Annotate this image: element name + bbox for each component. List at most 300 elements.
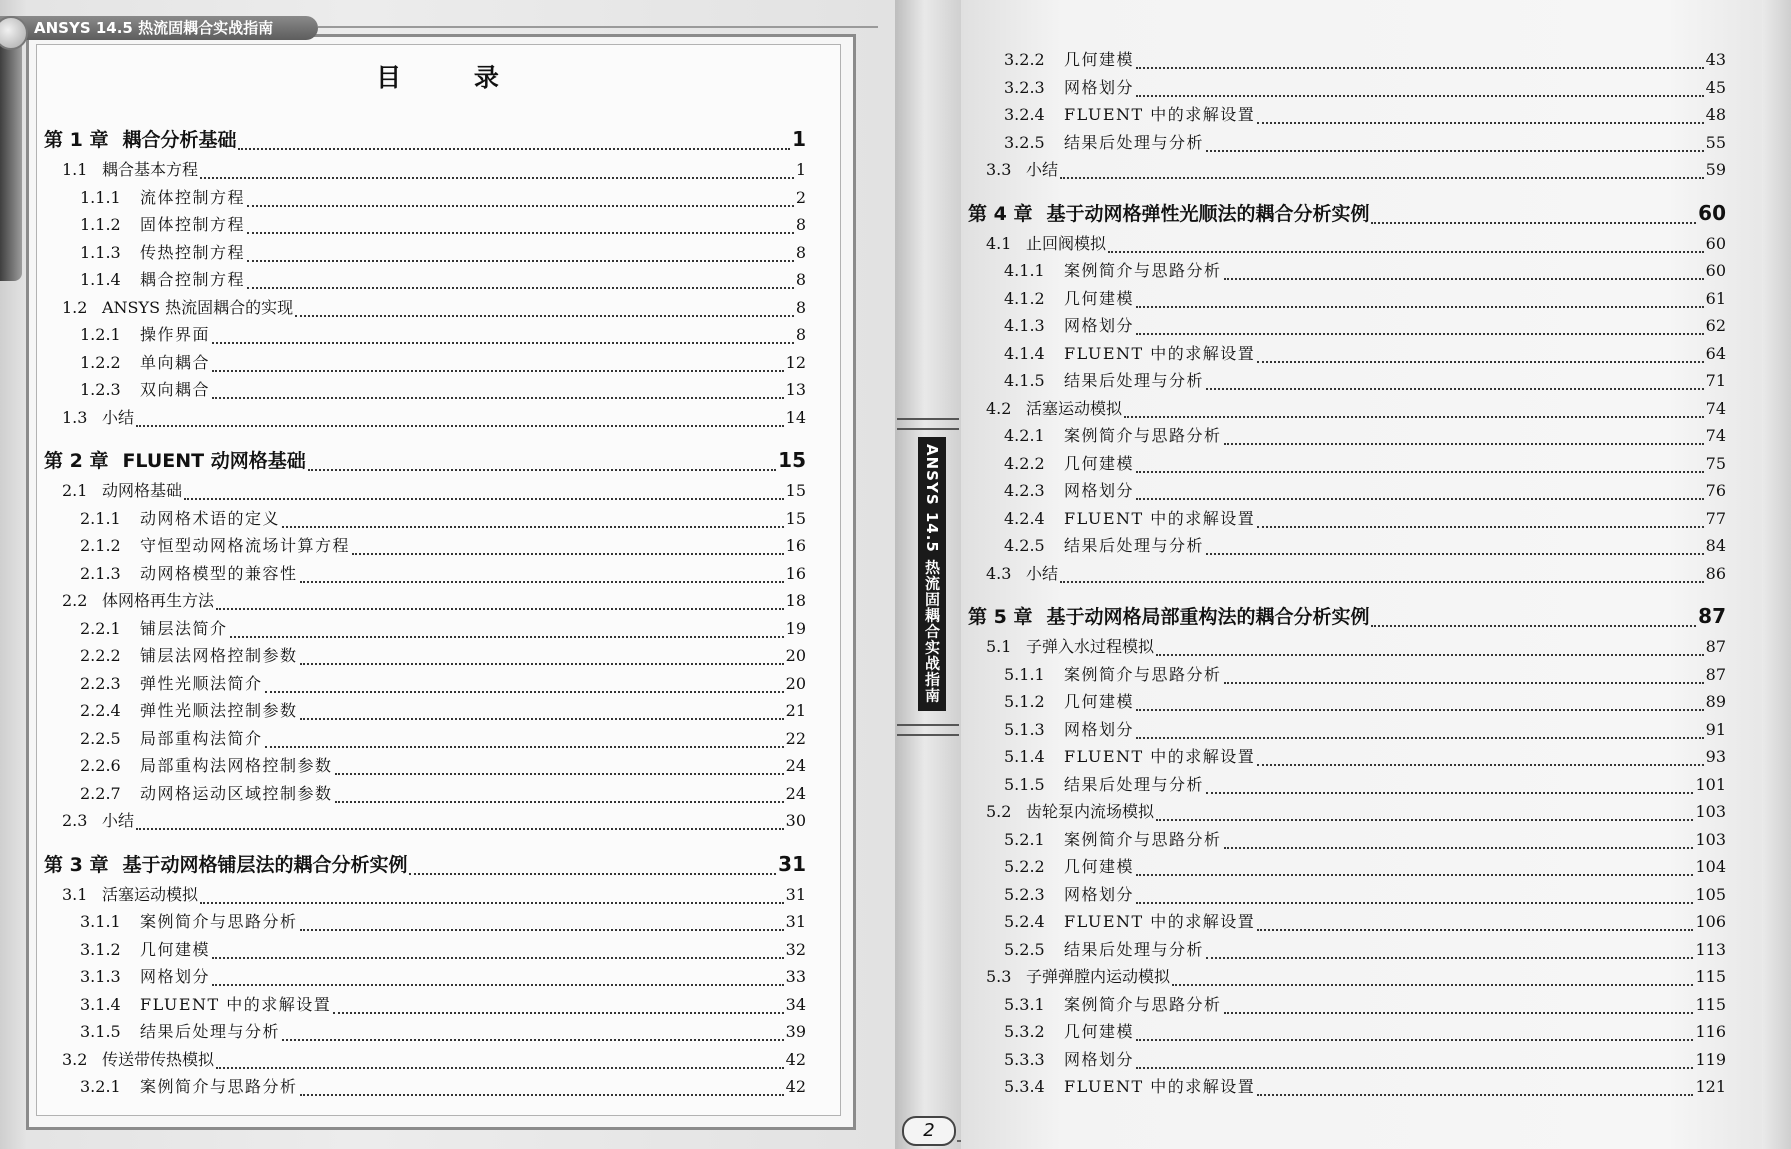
toc-entry-page: 12 <box>785 352 806 372</box>
page-number: 2 <box>902 1116 956 1146</box>
spine-label: ANSYS 14.5 热流固耦合实战指南 <box>918 437 946 711</box>
toc-entry <box>80 267 806 294</box>
gutter-rule-bottom <box>897 724 959 736</box>
toc-entry-title: 动网格术语的定义 <box>140 508 281 528</box>
toc-leader-dots <box>216 1058 784 1069</box>
toc-entry-page: 103 <box>1695 802 1726 821</box>
toc-leader-dots <box>212 948 784 959</box>
toc-entry <box>1004 1047 1726 1074</box>
toc-entry-number: 5.2 <box>986 802 1012 821</box>
toc-entry-number: 4.2.1 <box>1004 426 1045 445</box>
toc-entry-number: 5.3 <box>986 967 1012 986</box>
toc-entry-title: 耦合控制方程 <box>140 270 246 289</box>
toc-entry-title: 网格划分 <box>1064 481 1135 500</box>
toc-leader-dots <box>1224 1003 1694 1014</box>
toc-leader-dots <box>1060 168 1704 179</box>
toc-entry-page: 34 <box>785 994 806 1014</box>
toc-leader-dots <box>300 572 784 583</box>
toc-entry-page: 93 <box>1705 747 1726 766</box>
toc-entry-number: 5.3.2 <box>1004 1022 1045 1041</box>
toc-entry-number: 3.1.3 <box>80 967 121 986</box>
toc-entry <box>62 405 806 432</box>
toc-entry-number: 3.2.2 <box>1004 50 1045 69</box>
toc-entry-page: 48 <box>1705 105 1726 124</box>
toc-leader-dots <box>247 278 794 289</box>
toc-entry-page: 60 <box>1698 200 1726 225</box>
toc-entry <box>986 634 1726 661</box>
toc-entry-page: 18 <box>785 591 806 610</box>
toc-entry-number: 2.2.2 <box>80 646 121 665</box>
toc-entry <box>80 616 806 643</box>
toc-entry <box>80 506 806 533</box>
toc-entry-title: 动网格基础 <box>102 481 183 500</box>
toc-leader-dots <box>352 544 784 555</box>
toc-entry-number: 2.2 <box>62 591 88 610</box>
toc-leader-dots <box>1136 324 1704 335</box>
toc-leader-dots <box>1136 489 1704 500</box>
toc-entry-number: 2.2.3 <box>80 673 121 693</box>
toc-entry-page: 8 <box>795 270 806 289</box>
toc-entry-page: 71 <box>1705 371 1726 390</box>
toc-leader-dots <box>1136 1058 1693 1069</box>
toc-entry-title: 结果后处理与分析 <box>140 1022 281 1041</box>
toc-entry-number: 3.2.1 <box>80 1077 121 1096</box>
toc-entry-page: 31 <box>778 851 806 876</box>
toc-leader-dots <box>1371 616 1696 627</box>
toc-entry-number: 1.1.1 <box>80 187 121 207</box>
toc-entry-title: FLUENT 中的求解设置 <box>1064 1077 1256 1096</box>
toc-entry <box>80 377 806 404</box>
toc-entry-number: 5.3.1 <box>1004 994 1045 1014</box>
toc-entry-page: 1 <box>792 127 806 151</box>
book-header: ANSYS 14.5 热流固耦合实战指南 <box>0 16 318 40</box>
toc-entry-page: 33 <box>785 967 806 986</box>
toc-entry <box>44 125 806 155</box>
toc-entry-page: 31 <box>785 912 806 931</box>
toc-entry <box>986 799 1726 826</box>
toc-entry-page: 75 <box>1705 453 1726 473</box>
toc-leader-dots <box>1257 352 1703 363</box>
toc-entry <box>1004 506 1726 533</box>
toc-entry-title: FLUENT 中的求解设置 <box>1064 343 1256 363</box>
toc-entry-number: 5.3.3 <box>1004 1049 1045 1069</box>
toc-entry-number: 1.2 <box>62 297 88 317</box>
toc-entry <box>80 322 806 349</box>
toc-entry-page: 76 <box>1705 481 1726 500</box>
toc-entry <box>1004 102 1726 129</box>
toc-leader-dots <box>282 1030 784 1041</box>
toc-entry-number: 5.3.4 <box>1004 1077 1045 1096</box>
toc-leader-dots <box>1136 1030 1693 1041</box>
toc-entry-page: 55 <box>1705 132 1726 152</box>
toc-entry-title: 单向耦合 <box>140 352 211 372</box>
toc-entry <box>80 909 806 936</box>
toc-entry-title: 案例简介与思路分析 <box>1064 829 1222 849</box>
toc-leader-dots <box>1136 893 1693 904</box>
toc-entry <box>62 588 806 615</box>
toc-leader-dots <box>409 864 776 875</box>
toc-leader-dots <box>1136 86 1704 97</box>
toc-entry <box>80 185 806 212</box>
toc-entry-number: 3.2 <box>62 1049 88 1069</box>
toc-entry-title: 几何建模 <box>1064 857 1135 876</box>
toc-entry-number: 4.2.2 <box>1004 453 1045 473</box>
toc-entry <box>80 212 806 239</box>
toc-entry <box>1004 937 1726 964</box>
toc-entry-title: 几何建模 <box>1064 453 1135 473</box>
toc-entry-title: 铺层法简介 <box>140 618 228 638</box>
toc-entry-page: 119 <box>1695 1049 1726 1069</box>
toc-entry-page: 32 <box>785 939 806 959</box>
toc-entry-page: 14 <box>785 407 806 427</box>
toc-entry-page: 8 <box>795 215 806 234</box>
toc-entry-number: 4.1.1 <box>1004 261 1045 280</box>
toc-leader-dots <box>300 654 784 665</box>
toc-entry <box>80 726 806 753</box>
toc-leader-dots <box>1224 838 1694 849</box>
toc-entry-number: 4.3 <box>986 563 1012 583</box>
toc-entry-number: 1.3 <box>62 407 88 427</box>
toc-entry-title: 结果后处理与分析 <box>1064 536 1205 555</box>
toc-leader-dots <box>184 489 784 500</box>
toc-entry-title: FLUENT 中的求解设置 <box>1064 747 1256 766</box>
toc-entry-title: 几何建模 <box>140 939 211 959</box>
toc-entry-number: 第 2 章 <box>44 450 109 472</box>
toc-leader-dots <box>212 975 784 986</box>
toc-entry-number: 第 1 章 <box>44 129 109 151</box>
toc-leader-dots <box>1206 544 1704 555</box>
toc-entry-number: 5.1.4 <box>1004 747 1045 766</box>
toc-entry <box>1004 717 1726 744</box>
toc-entry-page: 116 <box>1695 1022 1726 1041</box>
toc-entry-number: 4.1.2 <box>1004 288 1045 308</box>
toc-entry-page: 60 <box>1705 233 1726 253</box>
toc-entry-number: 5.2.4 <box>1004 912 1045 931</box>
toc-entry-title: 网格划分 <box>1064 1049 1135 1069</box>
toc-leader-dots <box>200 893 784 904</box>
toc-entry-number: 3.1 <box>62 884 88 904</box>
toc-entry <box>1004 75 1726 102</box>
toc-entry <box>62 478 806 505</box>
toc-entry-page: 62 <box>1705 316 1726 335</box>
toc-entry-page: 59 <box>1705 160 1726 179</box>
toc-entry <box>1004 533 1726 560</box>
toc-leader-dots <box>1206 141 1704 152</box>
toc-entry-number: 4.2.3 <box>1004 481 1045 500</box>
toc-entry-title: 守恒型动网格流场计算方程 <box>140 536 351 555</box>
toc-entry-title: 结果后处理与分析 <box>1064 132 1205 152</box>
toc-leader-dots <box>1206 783 1693 794</box>
toc-entry-number: 1.2.1 <box>80 325 121 344</box>
toc-entry-page: 91 <box>1705 719 1726 739</box>
toc-entry-title: 结果后处理与分析 <box>1064 774 1205 794</box>
toc-entry-title: 网格划分 <box>1064 77 1135 97</box>
toc-entry-number: 2.2.5 <box>80 728 121 748</box>
toc-entry-title: 案例简介与思路分析 <box>140 912 298 931</box>
toc-entry-number: 2.2.4 <box>80 701 121 720</box>
toc-entry <box>80 561 806 588</box>
toc-entry <box>1004 689 1726 716</box>
toc-entry-title: FLUENT 中的求解设置 <box>1064 105 1256 124</box>
toc-entry <box>80 753 806 780</box>
toc-entry <box>1004 744 1726 771</box>
toc-entry-number: 1.1 <box>62 160 88 179</box>
toc-entry-number: 2.2.6 <box>80 756 121 775</box>
toc-entry <box>1004 478 1726 505</box>
toc-entry-number: 3.1.4 <box>80 994 121 1014</box>
toc-entry-title: 结果后处理与分析 <box>1064 371 1205 390</box>
toc-leader-dots <box>300 1085 784 1096</box>
right-page-edge <box>1762 0 1791 1149</box>
toc-entry-number: 1.1.3 <box>80 242 121 262</box>
toc-entry-number: 1.1.2 <box>80 215 121 234</box>
toc-entry-number: 1.1.4 <box>80 270 121 289</box>
toc-entry-number: 2.3 <box>62 811 88 830</box>
toc-leader-dots <box>247 196 794 207</box>
toc-leader-dots <box>1156 645 1704 656</box>
toc-entry-title: 小结 <box>102 811 135 830</box>
toc-entry <box>44 446 806 476</box>
toc-entry-number: 4.2.4 <box>1004 508 1045 528</box>
toc-entry-page: 31 <box>785 884 806 904</box>
toc-entry-number: 2.1 <box>62 481 88 500</box>
toc-entry-title: 小结 <box>1026 160 1059 179</box>
toc-entry-page: 15 <box>785 508 806 528</box>
toc-leader-dots <box>295 306 794 317</box>
toc-leader-dots <box>1371 213 1696 224</box>
toc-entry-page: 15 <box>785 481 806 500</box>
toc-entry-page: 24 <box>785 783 806 803</box>
toc-entry <box>80 240 806 267</box>
toc-leader-dots <box>1124 407 1704 418</box>
toc-entry <box>1004 992 1726 1019</box>
toc-entry-title: 铺层法网格控制参数 <box>140 646 298 665</box>
toc-entry-title: 局部重构法网格控制参数 <box>140 756 333 775</box>
toc-entry-page: 8 <box>795 297 806 317</box>
toc-entry-number: 4.1.5 <box>1004 371 1045 390</box>
toc-entry <box>986 396 1726 423</box>
toc-entry-title: FLUENT 中的求解设置 <box>1064 912 1256 931</box>
toc-entry <box>1004 1074 1726 1101</box>
toc-entry-number: 4.2 <box>986 398 1012 418</box>
toc-entry-title: 案例简介与思路分析 <box>1064 664 1222 684</box>
toc-entry-number: 3.2.3 <box>1004 77 1045 97</box>
toc-entry <box>80 992 806 1019</box>
toc-entry-number: 3.2.4 <box>1004 105 1045 124</box>
toc-entry <box>1004 772 1726 799</box>
toc-entry-title: 案例简介与思路分析 <box>1064 426 1222 445</box>
toc-entry-page: 64 <box>1705 343 1726 363</box>
toc-entry-title: 操作界面 <box>140 325 211 344</box>
toc-entry <box>1004 258 1726 285</box>
toc-leader-dots <box>212 388 784 399</box>
toc-entry-page: 42 <box>785 1049 806 1069</box>
toc-entry-page: 104 <box>1695 857 1726 876</box>
toc-entry-title: 子弹弹膛内运动模拟 <box>1026 967 1171 986</box>
toc-leader-dots <box>1224 434 1704 445</box>
toc-entry-number: 5.1.5 <box>1004 774 1045 794</box>
toc-entry-title: 传热控制方程 <box>140 242 246 262</box>
toc-entry-page: 20 <box>785 646 806 665</box>
toc-entry-number: 5.1 <box>986 637 1012 656</box>
toc-entry-page: 39 <box>785 1022 806 1041</box>
toc-entry-page: 115 <box>1695 967 1726 986</box>
toc-entry <box>1004 882 1726 909</box>
toc-entry-page: 1 <box>795 160 806 179</box>
toc-entry-page: 89 <box>1705 692 1726 711</box>
gutter-rule-top <box>897 418 959 430</box>
toc-entry-title: FLUENT 动网格基础 <box>122 450 306 472</box>
toc-entry-title: 耦合分析基础 <box>122 129 237 151</box>
toc-leader-dots <box>247 251 794 262</box>
toc-entry <box>62 295 806 322</box>
toc-title: 目 录 <box>376 63 531 92</box>
toc-leader-dots <box>238 139 790 150</box>
toc-entry-title: ANSYS 热流固耦合的实现 <box>102 297 294 317</box>
toc-entry-page: 16 <box>785 536 806 555</box>
toc-entry-number: 5.2.1 <box>1004 829 1045 849</box>
toc-entry <box>986 964 1726 991</box>
toc-entry-page: 87 <box>1705 664 1726 684</box>
toc-leader-dots <box>335 764 784 775</box>
toc-entry-page: 13 <box>785 380 806 399</box>
toc-entry <box>1004 827 1726 854</box>
toc-entry-title: 流体控制方程 <box>140 187 246 207</box>
toc-entry-page: 105 <box>1695 884 1726 904</box>
toc-entry <box>62 882 806 909</box>
toc-leader-dots <box>247 223 794 234</box>
toc-entry <box>1004 451 1726 478</box>
toc-leader-dots <box>1156 810 1693 821</box>
toc-entry-title: 止回阀模拟 <box>1026 233 1107 253</box>
toc-entry-title: 传送带传热模拟 <box>102 1049 215 1069</box>
toc-entry-page: 101 <box>1695 774 1726 794</box>
toc-entry-page: 8 <box>795 242 806 262</box>
toc-entry-page: 19 <box>785 618 806 638</box>
toc-entry <box>1004 286 1726 313</box>
toc-leader-dots <box>333 1003 783 1014</box>
toc-entry-number: 1.2.2 <box>80 352 121 372</box>
toc-entry-number: 2.1.1 <box>80 508 121 528</box>
toc-entry-title: FLUENT 中的求解设置 <box>140 994 332 1014</box>
toc-entry-number: 第 3 章 <box>44 853 109 876</box>
toc-leader-dots <box>216 599 784 610</box>
toc-entry <box>1004 854 1726 881</box>
toc-entry-page: 30 <box>785 811 806 830</box>
toc-entry-title: 案例简介与思路分析 <box>1064 261 1222 280</box>
toc-entry <box>1004 47 1726 74</box>
toc-entry-page: 74 <box>1705 398 1726 418</box>
toc-entry-page: 103 <box>1695 829 1726 849</box>
toc-leader-dots <box>1136 58 1704 69</box>
toc-entry-title: 小结 <box>102 407 135 427</box>
toc-entry-page: 20 <box>785 673 806 693</box>
toc-entry-page: 42 <box>785 1077 806 1096</box>
toc-entry <box>1004 662 1726 689</box>
toc-entry <box>986 231 1726 258</box>
toc-leader-dots <box>1060 572 1704 583</box>
toc-leader-dots <box>1136 865 1693 876</box>
toc-entry-title: 案例简介与思路分析 <box>140 1077 298 1096</box>
toc-leader-dots <box>200 168 794 179</box>
toc-entry-title: 案例简介与思路分析 <box>1064 994 1222 1014</box>
toc-entry-number: 5.2.2 <box>1004 857 1045 876</box>
toc-entry-page: 60 <box>1705 261 1726 280</box>
toc-leader-dots <box>1257 517 1703 528</box>
toc-leader-dots <box>212 333 794 344</box>
toc-entry <box>1004 909 1726 936</box>
toc-entry-page: 8 <box>795 325 806 344</box>
toc-entry-number: 2.2.7 <box>80 783 121 803</box>
toc-entry-title: 基于动网格局部重构法的耦合分析实例 <box>1046 606 1370 628</box>
toc-entry-page: 86 <box>1705 563 1726 583</box>
toc-entry-title: 活塞运动模拟 <box>102 884 199 904</box>
toc-entry-page: 74 <box>1705 426 1726 445</box>
toc-entry <box>62 157 806 184</box>
toc-entry <box>80 781 806 808</box>
toc-entry-number: 5.2.3 <box>1004 884 1045 904</box>
toc-leader-dots <box>282 517 784 528</box>
toc-entry <box>44 850 806 880</box>
toc-entry-title: 齿轮泵内流场模拟 <box>1026 802 1155 821</box>
toc-entry <box>1004 368 1726 395</box>
toc-entry-number: 4.1.4 <box>1004 343 1045 363</box>
toc-entry-title: 动网格运动区域控制参数 <box>140 783 333 803</box>
toc-entry-number: 第 4 章 <box>968 202 1033 225</box>
toc-leader-dots <box>335 792 784 803</box>
toc-entry <box>80 533 806 560</box>
toc-entry-title: 双向耦合 <box>140 380 211 399</box>
toc-entry-title: 动网格模型的兼容性 <box>140 563 298 583</box>
toc-entry-title: 基于动网格弹性光顺法的耦合分析实例 <box>1046 202 1370 225</box>
toc-leader-dots <box>1108 242 1704 253</box>
toc-entry-page: 24 <box>785 756 806 775</box>
toc-leader-dots <box>265 737 784 748</box>
toc-leader-dots <box>230 627 784 638</box>
toc-entry-page: 77 <box>1705 508 1726 528</box>
toc-entry-title: 小结 <box>1026 563 1059 583</box>
toc-entry-number: 2.1.3 <box>80 563 121 583</box>
toc-entry-page: 16 <box>785 563 806 583</box>
toc-entry-number: 4.1.3 <box>1004 316 1045 335</box>
toc-leader-dots <box>265 682 784 693</box>
toc-entry-number: 3.1.1 <box>80 912 121 931</box>
toc-entry-page: 87 <box>1705 637 1726 656</box>
toc-entry-page: 84 <box>1705 536 1726 555</box>
toc-entry-page: 87 <box>1698 604 1726 628</box>
toc-entry-title: 网格划分 <box>1064 316 1135 335</box>
toc-entry-page: 43 <box>1705 50 1726 69</box>
toc-entry-number: 5.1.1 <box>1004 664 1045 684</box>
toc-entry-page: 61 <box>1705 288 1726 308</box>
toc-entry-title: 几何建模 <box>1064 50 1135 69</box>
toc-entry <box>80 671 806 698</box>
toc-entry-number: 3.1.5 <box>80 1022 121 1041</box>
toc-entry <box>986 157 1726 184</box>
toc-entry-number: 5.1.3 <box>1004 719 1045 739</box>
toc-entry-title: 弹性光顺法控制参数 <box>140 701 298 720</box>
toc-entry <box>1004 341 1726 368</box>
toc-entry-number: 5.1.2 <box>1004 692 1045 711</box>
toc-leader-dots <box>1136 462 1704 473</box>
toc-leader-dots <box>1257 113 1703 124</box>
toc-leader-dots <box>212 361 784 372</box>
toc-entry-number: 4.1 <box>986 233 1012 253</box>
toc-leader-dots <box>1257 920 1693 931</box>
toc-leader-dots <box>1172 975 1693 986</box>
toc-entry-title: 活塞运动模拟 <box>1026 398 1123 418</box>
toc-leader-dots <box>1206 948 1693 959</box>
